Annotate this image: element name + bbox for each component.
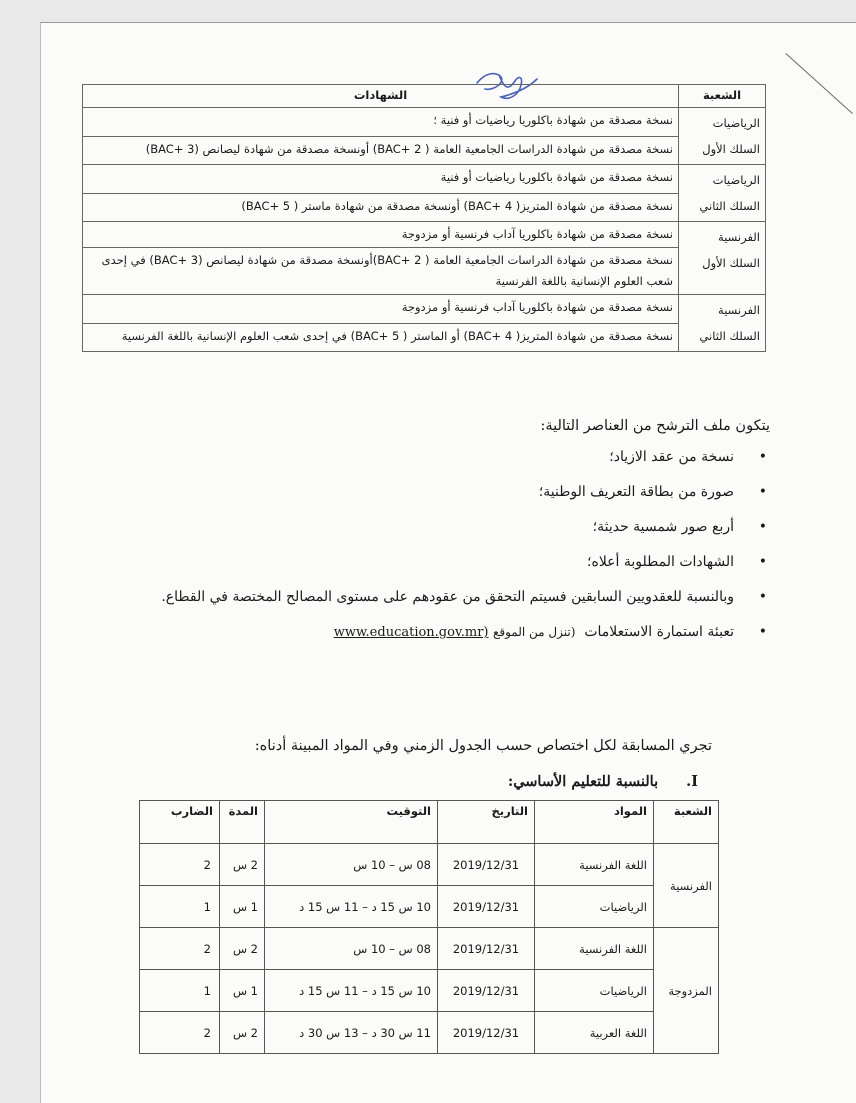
table-row [83,136,766,165]
file-items-list [120,440,770,650]
header-time: التوقيت [265,801,438,844]
bullet-icon: • [758,519,767,535]
coefficient-cell: 1 [140,970,220,1012]
table-row [140,1012,719,1054]
duration-cell: 1 س [220,886,265,928]
bullet-icon: • [758,449,767,465]
list-item-text: أربع صور شمسية حديثة؛ [592,519,734,535]
date-cell: 2019/12/31 [438,928,535,970]
table-row [83,323,766,352]
time-cell: 08 س – 10 س [265,844,438,886]
application-file-section [120,418,770,650]
list-item-text: وبالنسبة للعقدويين السابقين فسيتم التحقق من عقودهم على مستوى المصالح المختصة في القطاع. [161,589,734,605]
duration-cell: 2 س [220,844,265,886]
row-branch: الفرنسية السلك الأول [679,222,766,295]
row-branch: الرياضيات السلك الثاني [679,165,766,222]
header-branch: الشعبة [679,85,766,108]
table-row [83,248,766,295]
certificate-item: نسخة مصدقة من شهادة باكلوريا رياضيات أو فنية [83,165,679,194]
exam-schedule-table [139,800,719,1054]
certificate-item: نسخة مصدقة من شهادة المتريز( BAC+ 4) أونسخة مصدقة من شهادة ماستر ( BAC+ 5) [83,193,679,222]
time-cell: 10 س 15 د – 11 س 15 د [265,886,438,928]
duration-cell: 1 س [220,970,265,1012]
header-certificates: الشهادات [83,85,679,108]
list-item [120,510,770,545]
header-duration: المدة [220,801,265,844]
group-branch: الفرنسية [654,844,719,928]
list-item [120,545,770,580]
file-intro: يتكون ملف الترشح من العناصر التالية: [540,418,770,434]
table-row [83,165,766,194]
table-row [140,844,719,886]
list-item-text: تعبئة استمارة الاستعلامات [584,624,734,640]
table-row [83,193,766,222]
list-item [120,580,770,615]
certificate-item: نسخة مصدقة من شهادة المتريز( BAC+ 4) أو الماستر ( BAC+ 5) في إحدى شعب العلوم الإنسانية باللغة الفرنسية [83,323,679,352]
certificate-item: نسخة مصدقة من شهادة باكلوريا آداب فرنسية أو مزدوجة [83,222,679,248]
coefficient-cell: 2 [140,844,220,886]
list-item-text: صورة من بطاقة التعريف الوطنية؛ [538,484,734,500]
coefficient-cell: 1 [140,886,220,928]
certificates-table-header [83,85,766,108]
table-row [83,295,766,324]
header-coefficient: الضارب [140,801,220,844]
section-number: I. [686,773,698,790]
bullet-icon: • [758,624,767,640]
duration-cell: 2 س [220,1012,265,1054]
download-note: (تنزل من الموقع [492,625,576,639]
subject-cell: الرياضيات [535,970,654,1012]
certificate-item: نسخة مصدقة من شهادة باكلوريا رياضيات أو فنية ؛ [83,108,679,137]
date-cell: 2019/12/31 [438,970,535,1012]
time-cell: 10 س 15 د – 11 س 15 د [265,970,438,1012]
exam-intro: تجري المسابقة لكل اختصاص حسب الجدول الزمني وفي المواد المبينة أدناه: [254,738,712,754]
section-title: بالنسبة للتعليم الأساسي: [507,773,659,790]
bullet-icon: • [758,484,767,500]
row-branch: الرياضيات السلك الأول [679,108,766,165]
date-cell: 2019/12/31 [438,886,535,928]
list-item [120,475,770,510]
website-link[interactable]: www.education.gov.mr) [333,625,489,640]
section-heading [400,773,698,790]
coefficient-cell: 2 [140,1012,220,1054]
bullet-icon: • [758,554,767,570]
subject-cell: اللغة الفرنسية [535,844,654,886]
list-item-text: الشهادات المطلوبة أعلاه؛ [587,554,734,570]
certificate-item: نسخة مصدقة من شهادة الدراسات الجامعية العامة ( BAC+ 2) أونسخة مصدقة من شهادة ليصانص (BAC+ 3) [83,136,679,165]
page-fold-line [783,53,853,117]
certificates-table [82,84,766,352]
table-row [83,222,766,248]
header-subject: المواد [535,801,654,844]
list-item [120,615,770,650]
list-item-text: نسخة من عقد الازياد؛ [609,449,734,465]
table-row [83,108,766,137]
list-item [120,440,770,475]
subject-cell: اللغة الفرنسية [535,928,654,970]
date-cell: 2019/12/31 [438,844,535,886]
schedule-header [140,801,719,844]
certificate-item: نسخة مصدقة من شهادة الدراسات الجامعية العامة ( BAC+ 2)أونسخة مصدقة من شهادة ليصانص (BAC+ 3) في إحدى شعب العلوم الإنسانية باللغة الفرنسية [83,248,679,295]
date-cell: 2019/12/31 [438,1012,535,1054]
time-cell: 11 س 30 د – 13 س 30 د [265,1012,438,1054]
bullet-icon: • [758,589,767,605]
time-cell: 08 س – 10 س [265,928,438,970]
table-row [140,886,719,928]
certificate-item: نسخة مصدقة من شهادة باكلوريا آداب فرنسية أو مزدوجة [83,295,679,324]
subject-cell: اللغة العربية [535,1012,654,1054]
header-date: التاريخ [438,801,535,844]
table-row [140,970,719,1012]
row-branch: الفرنسية السلك الثاني [679,295,766,352]
duration-cell: 2 س [220,928,265,970]
subject-cell: الرياضيات [535,886,654,928]
table-row [140,928,719,970]
group-branch: المزدوجة [654,928,719,1054]
coefficient-cell: 2 [140,928,220,970]
header-branch: الشعبة [654,801,719,844]
